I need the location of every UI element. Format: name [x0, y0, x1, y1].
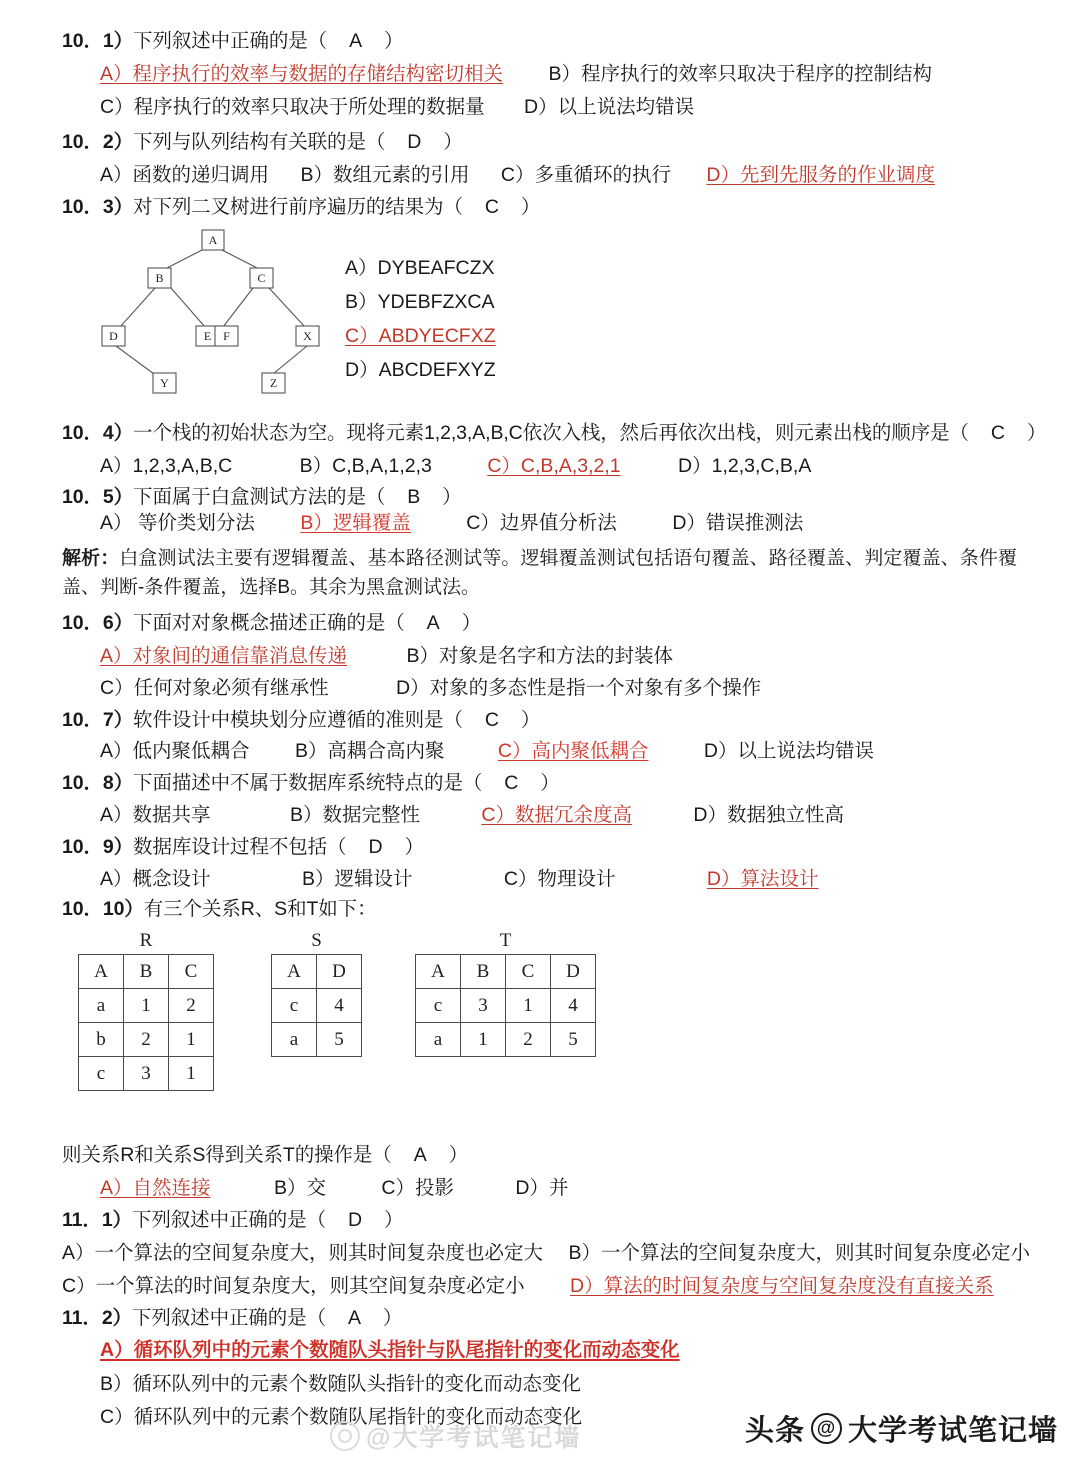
explanation-block — [62, 544, 1017, 602]
table-cell: a — [416, 1023, 461, 1057]
option-row-11-1-b — [62, 1275, 994, 1298]
option: B）循环队列中的元素个数随队头指针的变化而动态变化 — [100, 1373, 582, 1395]
table-row — [272, 1023, 362, 1057]
table-cell: 5 — [317, 1023, 362, 1057]
table-header-cell: A — [79, 955, 124, 989]
option-row-10-8 — [100, 804, 844, 827]
table-cell: a — [272, 1023, 317, 1057]
weibo-watermark-text: @大学考试笔记墙 — [366, 1424, 582, 1452]
svg-text:D: D — [109, 329, 118, 343]
option-row-10-9 — [100, 868, 818, 891]
paren-close: ） — [520, 709, 541, 731]
question-number: 10．7） — [62, 709, 134, 731]
relation-table-s — [271, 930, 362, 1057]
svg-text:F: F — [223, 329, 230, 343]
table-cell: c — [416, 989, 461, 1023]
paren-close: ） — [461, 612, 481, 634]
svg-text:E: E — [203, 329, 212, 343]
paren-close: ） — [383, 30, 404, 52]
question-text: 数据库设计过程不包括（ — [133, 836, 347, 858]
option-row-10-3-b — [345, 291, 495, 314]
question-stem-10-9 — [62, 836, 424, 859]
option: C）循环队列中的元素个数随队尾指针的变化而动态变化 — [100, 1406, 583, 1428]
question-number: 10．2） — [62, 131, 134, 153]
table-header-row — [272, 955, 362, 989]
table-cell: 3 — [461, 989, 506, 1023]
paren-close: ） — [520, 196, 541, 218]
answer-letter: D — [407, 131, 422, 153]
weibo-watermark — [330, 1418, 581, 1454]
table-header-cell: C — [169, 955, 214, 989]
option-row-11-1-a — [62, 1242, 1030, 1265]
relation-grid — [78, 954, 214, 1091]
option-correct: D）先到先服务的作业调度 — [706, 164, 935, 186]
option-row-10-3-c — [345, 325, 496, 348]
question-text: 下面描述中不属于数据库系统特点的是（ — [133, 772, 483, 794]
option: B）一个算法的空间复杂度大，则其时间复杂度必定小 — [568, 1242, 1030, 1264]
question-stem-11-2 — [62, 1307, 402, 1330]
option-correct: A）循环队列中的元素个数随队头指针与队尾指针的变化而动态变化 — [100, 1339, 680, 1361]
paren-close: ） — [383, 1209, 404, 1231]
question-text: 有三个关系R、S和T如下： — [143, 898, 377, 920]
option: A） 等价类划分法 — [100, 512, 255, 534]
option: D）以上说法均错误 — [524, 96, 695, 118]
question-number: 10．3） — [62, 196, 134, 218]
table-cell: 2 — [124, 1023, 169, 1057]
option: B）高耦合高内聚 — [294, 740, 445, 762]
option-row-10-5 — [100, 512, 803, 535]
option: B）程序执行的效率只取决于程序的控制结构 — [548, 63, 932, 85]
option-row-10-4 — [100, 455, 811, 478]
table-header-cell: A — [272, 955, 317, 989]
option-row-11-2-a — [100, 1339, 680, 1362]
answer-letter: A — [349, 30, 362, 52]
relation-table-r — [78, 930, 214, 1091]
table-row — [79, 1023, 214, 1057]
option: B）逻辑设计 — [301, 868, 413, 890]
table-row — [416, 989, 596, 1023]
question-text: 下列叙述中正确的是（ — [131, 1209, 326, 1231]
question-stem-10-6 — [62, 612, 481, 635]
table-row — [272, 989, 362, 1023]
question-number: 10．10） — [62, 898, 144, 920]
table-header-cell: D — [551, 955, 596, 989]
table-cell: 1 — [461, 1023, 506, 1057]
toutiao-account-name: 大学考试笔记墙 — [847, 1415, 1058, 1447]
answer-letter: B — [407, 486, 421, 508]
question-number: 10．9） — [62, 836, 134, 858]
option-correct: A）自然连接 — [100, 1177, 211, 1199]
paren-close: ） — [540, 772, 560, 794]
table-row — [416, 1023, 596, 1057]
relation-caption: R — [139, 930, 153, 951]
question-number: 11．2） — [62, 1307, 132, 1329]
paren-close: ） — [382, 1307, 403, 1329]
option: A）数据共享 — [100, 804, 211, 826]
option: C）多重循环的执行 — [500, 164, 671, 186]
table-header-cell: B — [461, 955, 506, 989]
option: A）一个算法的空间复杂度大，则其时间复杂度也必定大 — [62, 1242, 544, 1264]
question-number: 10．8） — [62, 772, 134, 794]
paren-close: ） — [448, 1144, 469, 1166]
question-text: 软件设计中模块划分应遵循的准则是（ — [133, 709, 463, 731]
question-number: 10．1） — [62, 30, 134, 52]
option: C）物理设计 — [503, 868, 616, 890]
option-row-10-3-d — [345, 359, 496, 382]
answer-letter: C — [484, 196, 499, 218]
option: D）ABCDEFXYZ — [345, 359, 496, 381]
table-cell: 1 — [169, 1057, 214, 1091]
question-stem-10-1 — [62, 30, 403, 53]
paren-close: ） — [1026, 422, 1047, 444]
option-correct: D）算法设计 — [706, 868, 819, 890]
question-text: 一个栈的初始状态为空。现将元素1,2,3,A,B,C依次入栈，然后再依次出栈，则元素出栈的顺序是（ — [133, 422, 969, 444]
question-text: 下列叙述中正确的是（ — [133, 30, 328, 52]
question-number: 10．6） — [62, 612, 134, 634]
table-header-cell: B — [124, 955, 169, 989]
svg-text:X: X — [303, 329, 312, 343]
question-number: 11．1） — [62, 1209, 132, 1231]
toutiao-label: 头条 — [744, 1415, 805, 1447]
relation-caption: S — [311, 930, 322, 951]
option-correct: D）算法的时间复杂度与空间复杂度没有直接关系 — [570, 1275, 994, 1297]
toutiao-watermark — [745, 1408, 1058, 1449]
svg-text:B: B — [155, 271, 164, 285]
option-row-10-3-a — [345, 257, 495, 280]
table-cell: a — [79, 989, 124, 1023]
option-row-10-10-sub — [100, 1177, 568, 1200]
answer-letter: D — [368, 836, 383, 858]
svg-text:C: C — [257, 271, 266, 285]
option: C）任何对象必须有继承性 — [100, 677, 329, 699]
option: A）概念设计 — [100, 868, 211, 890]
table-cell: 4 — [317, 989, 362, 1023]
option: A）函数的递归调用 — [100, 164, 270, 186]
table-row — [79, 989, 214, 1023]
option-correct: A）程序执行的效率与数据的存储结构密切相关 — [100, 63, 504, 85]
table-cell: 4 — [551, 989, 596, 1023]
table-cell: 2 — [506, 1023, 551, 1057]
table-cell: 3 — [124, 1057, 169, 1091]
option-correct: C）ABDYECFXZ — [345, 325, 496, 347]
table-cell: 1 — [124, 989, 169, 1023]
option-row-10-2 — [100, 164, 935, 187]
weibo-logo-icon — [330, 1421, 360, 1451]
option: B）对象是名字和方法的封装体 — [406, 645, 673, 667]
at-sign-icon: @ — [811, 1413, 842, 1444]
table-cell: c — [79, 1057, 124, 1091]
option-correct: C）C,B,A,3,2,1 — [487, 455, 621, 477]
table-header-cell: D — [317, 955, 362, 989]
answer-letter: D — [347, 1209, 362, 1231]
option: C）程序执行的效率只取决于所处理的数据量 — [100, 96, 485, 118]
option-row-10-6-a — [100, 645, 673, 668]
option: D）数据独立性高 — [693, 804, 844, 826]
answer-letter: C — [484, 709, 499, 731]
option: D）以上说法均错误 — [703, 740, 874, 762]
question-number: 10．4） — [62, 422, 134, 444]
option: D）错误推测法 — [672, 512, 804, 534]
answer-letter: A — [413, 1144, 427, 1166]
option: A）低内聚低耦合 — [100, 740, 250, 762]
answer-letter: A — [426, 612, 440, 634]
question-text: 下列叙述中正确的是（ — [131, 1307, 326, 1329]
table-cell: 1 — [506, 989, 551, 1023]
tree-edges — [116, 249, 307, 374]
paren-close: ） — [443, 131, 463, 153]
question-stem-10-10-sub — [62, 1144, 468, 1167]
question-text: 下面对对象概念描述正确的是（ — [133, 612, 405, 634]
option: A）DYBEAFCZX — [345, 257, 495, 279]
table-row — [79, 1057, 214, 1091]
option: C）一个算法的时间复杂度大，则其空间复杂度必定小 — [62, 1275, 525, 1297]
option: A）1,2,3,A,B,C — [100, 455, 233, 477]
option: B）数据完整性 — [289, 804, 420, 826]
table-cell: 1 — [169, 1023, 214, 1057]
svg-text:Y: Y — [160, 376, 169, 390]
question-stem-10-2 — [62, 131, 463, 154]
answer-letter: A — [347, 1307, 361, 1329]
explanation-text: 白盒测试法主要有逻辑覆盖、基本路径测试等。逻辑覆盖测试包括语句覆盖、路径覆盖、判定覆盖、条件覆盖、判断-条件覆盖，选择B。其余为黑盒测试法。 — [62, 548, 1017, 598]
svg-text:A: A — [208, 233, 218, 247]
option-row-10-1-a — [100, 63, 932, 86]
relation-grid — [415, 954, 596, 1057]
question-text: 下列与队列结构有关联的是（ — [133, 131, 386, 153]
question-stem-10-7 — [62, 709, 540, 732]
relation-table-t — [415, 930, 596, 1057]
table-header-cell: A — [416, 955, 461, 989]
relation-grid — [271, 954, 362, 1057]
table-header-row — [79, 955, 214, 989]
option-row-10-7 — [100, 740, 874, 763]
table-cell: b — [79, 1023, 124, 1057]
explanation-label: 解析： — [62, 548, 120, 569]
question-stem-10-10 — [62, 898, 376, 921]
option-row-11-2-b — [100, 1373, 581, 1396]
option-row-10-1-b — [100, 96, 694, 119]
answer-letter: C — [504, 772, 519, 794]
option: C）投影 — [381, 1177, 454, 1199]
question-stem-10-8 — [62, 772, 560, 795]
question-stem-10-3 — [62, 196, 540, 219]
binary-tree-svg — [60, 226, 360, 402]
binary-tree-figure — [60, 226, 360, 402]
paren-close: ） — [404, 836, 424, 858]
option: B）数组元素的引用 — [300, 164, 470, 186]
option-correct: C）高内聚低耦合 — [497, 740, 649, 762]
question-text: 则关系R和关系S得到关系T的操作是（ — [62, 1144, 392, 1166]
option-correct: A）对象间的通信靠消息传递 — [100, 645, 348, 667]
option: D）并 — [515, 1177, 569, 1199]
question-text: 下面属于白盒测试方法的是（ — [133, 486, 386, 508]
table-cell: 2 — [169, 989, 214, 1023]
question-stem-10-4 — [62, 422, 1046, 445]
paren-close: ） — [442, 486, 462, 508]
relation-caption: T — [499, 930, 512, 951]
table-header-row — [416, 955, 596, 989]
option: D）对象的多态性是指一个对象有多个操作 — [396, 677, 762, 699]
table-cell: c — [272, 989, 317, 1023]
option-correct: B）逻辑覆盖 — [300, 512, 411, 534]
question-stem-11-1 — [62, 1209, 403, 1232]
svg-text:Z: Z — [269, 376, 278, 390]
option-correct: C）数据冗余度高 — [481, 804, 632, 826]
answer-letter: C — [990, 422, 1005, 444]
table-cell: 5 — [551, 1023, 596, 1057]
table-header-cell: C — [506, 955, 551, 989]
option: C）边界值分析法 — [466, 512, 617, 534]
option-row-10-6-b — [100, 677, 761, 700]
option: B）交 — [273, 1177, 326, 1199]
question-number: 10．5） — [62, 486, 134, 508]
question-text: 对下列二叉树进行前序遍历的结果为（ — [133, 196, 463, 218]
option: D）1,2,3,C,B,A — [678, 455, 812, 477]
option: B）C,B,A,1,2,3 — [299, 455, 432, 477]
option: B）YDEBFZXCA — [345, 291, 495, 313]
question-stem-10-5 — [62, 486, 462, 509]
